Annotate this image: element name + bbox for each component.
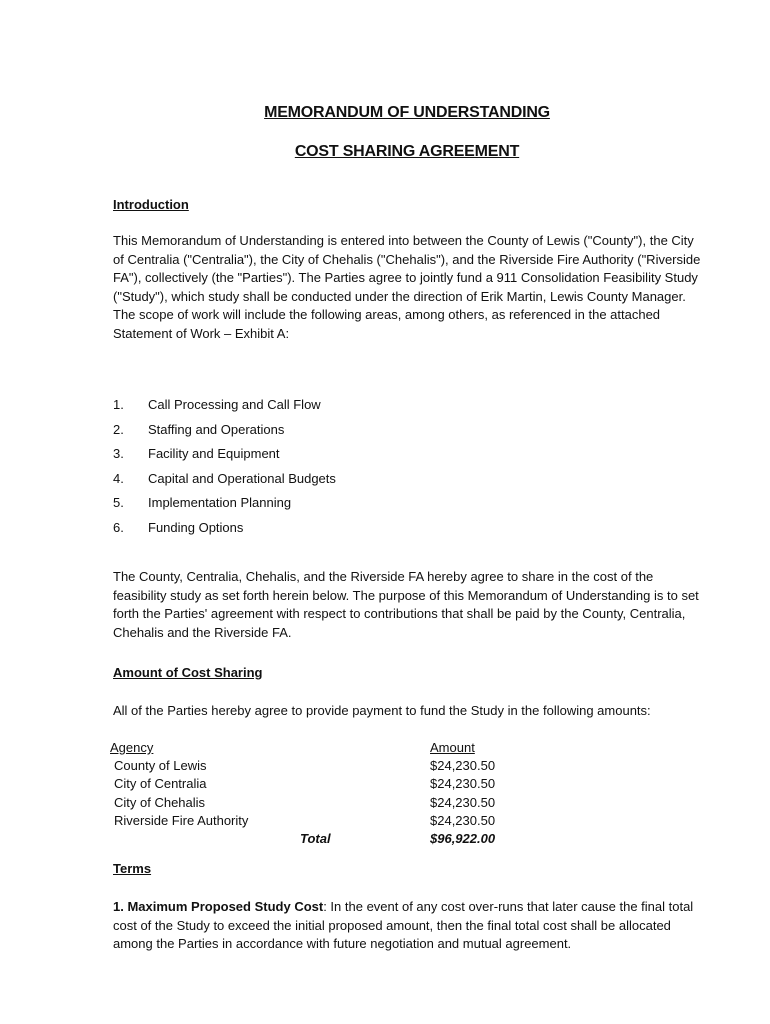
agency-cell: County of Lewis — [114, 758, 207, 774]
amount-cell: $24,230.50 — [430, 776, 496, 792]
list-text: Funding Options — [148, 519, 244, 535]
list-number: 6. — [113, 519, 124, 535]
agency-cell: City of Centralia — [114, 776, 207, 792]
amount-cell: $24,230.50 — [430, 794, 496, 810]
list-text: Implementation Planning — [148, 495, 292, 511]
list-text: Capital and Operational Budgets — [148, 470, 336, 486]
terms-item-1 — [113, 898, 708, 954]
introduction-heading: Introduction — [113, 197, 189, 212]
cost-sharing-paragraph: All of the Parties hereby agree to provide payment to fund the Study in the following amounts: — [113, 703, 651, 718]
list-number: 5. — [113, 495, 124, 511]
cost-sharing-heading: Amount of Cost Sharing — [113, 665, 263, 680]
document-title: MEMORANDUM OF UNDERSTANDING — [264, 104, 550, 121]
list-number: 1. — [113, 397, 124, 412]
purpose-paragraph: The County, Centralia, Chehalis, and the Riverside FA hereby agree to share in the cost of the feasibility study as set forth herein below. The purpose of this Memorandum of Understanding is to set forth the Parties' agreement with respect to contributions that shall be paid by the County, Centralia, Chehalis and the Riverside FA. — [113, 569, 699, 640]
list-text: Call Processing and Call Flow — [148, 397, 321, 412]
table-row — [110, 794, 530, 812]
table-row — [110, 775, 530, 793]
terms-heading: Terms — [113, 861, 152, 876]
agency-cell: Riverside Fire Authority — [114, 812, 249, 828]
list-number: 4. — [113, 470, 124, 486]
amount-cell: $24,230.50 — [430, 758, 496, 774]
terms-item-1-text: : In the event of any cost over-runs that later cause the final total cost of the Study to exceed the initial proposed amount, then the final total cost shall be allocated among the Parties in accordance with future negotiation and mutual agreement. — [113, 899, 694, 952]
cost-sharing-table — [110, 739, 530, 848]
terms-item-1-label: 1. Maximum Proposed Study Cost — [113, 899, 324, 914]
agency-column-header: Agency — [110, 740, 154, 755]
agency-cell: City of Chehalis — [114, 794, 206, 810]
document-subtitle: COST SHARING AGREEMENT — [294, 143, 520, 160]
table-header-row — [110, 739, 530, 757]
list-number: 2. — [113, 421, 124, 437]
list-text: Facility and Equipment — [148, 446, 280, 462]
amount-cell: $24,230.50 — [430, 812, 496, 828]
table-total-row — [110, 830, 530, 848]
total-amount: $96,922.00 — [430, 830, 496, 846]
total-label: Total — [300, 830, 331, 846]
table-row — [110, 812, 530, 830]
list-text: Staffing and Operations — [148, 421, 285, 437]
amount-column-header: Amount — [430, 740, 475, 755]
table-row — [110, 757, 530, 775]
introduction-paragraph: This Memorandum of Understanding is entered into between the County of Lewis ("County"), the City of Centralia ("Centralia"), the City of Chehalis ("Chehalis"), and the Riverside Fire Authority ("Riverside FA"), collectively (the "Parties"). The Parties agree to jointly fund a 911 Consolidation Feasibility Study ("Study"), which study shall be conducted under the direction of Erik Martin, Lewis County Manager. The scope of work will include the following areas, among others, as referenced in the attached Statement of Work – Exhibit A: — [113, 233, 701, 341]
list-number: 3. — [113, 446, 124, 462]
